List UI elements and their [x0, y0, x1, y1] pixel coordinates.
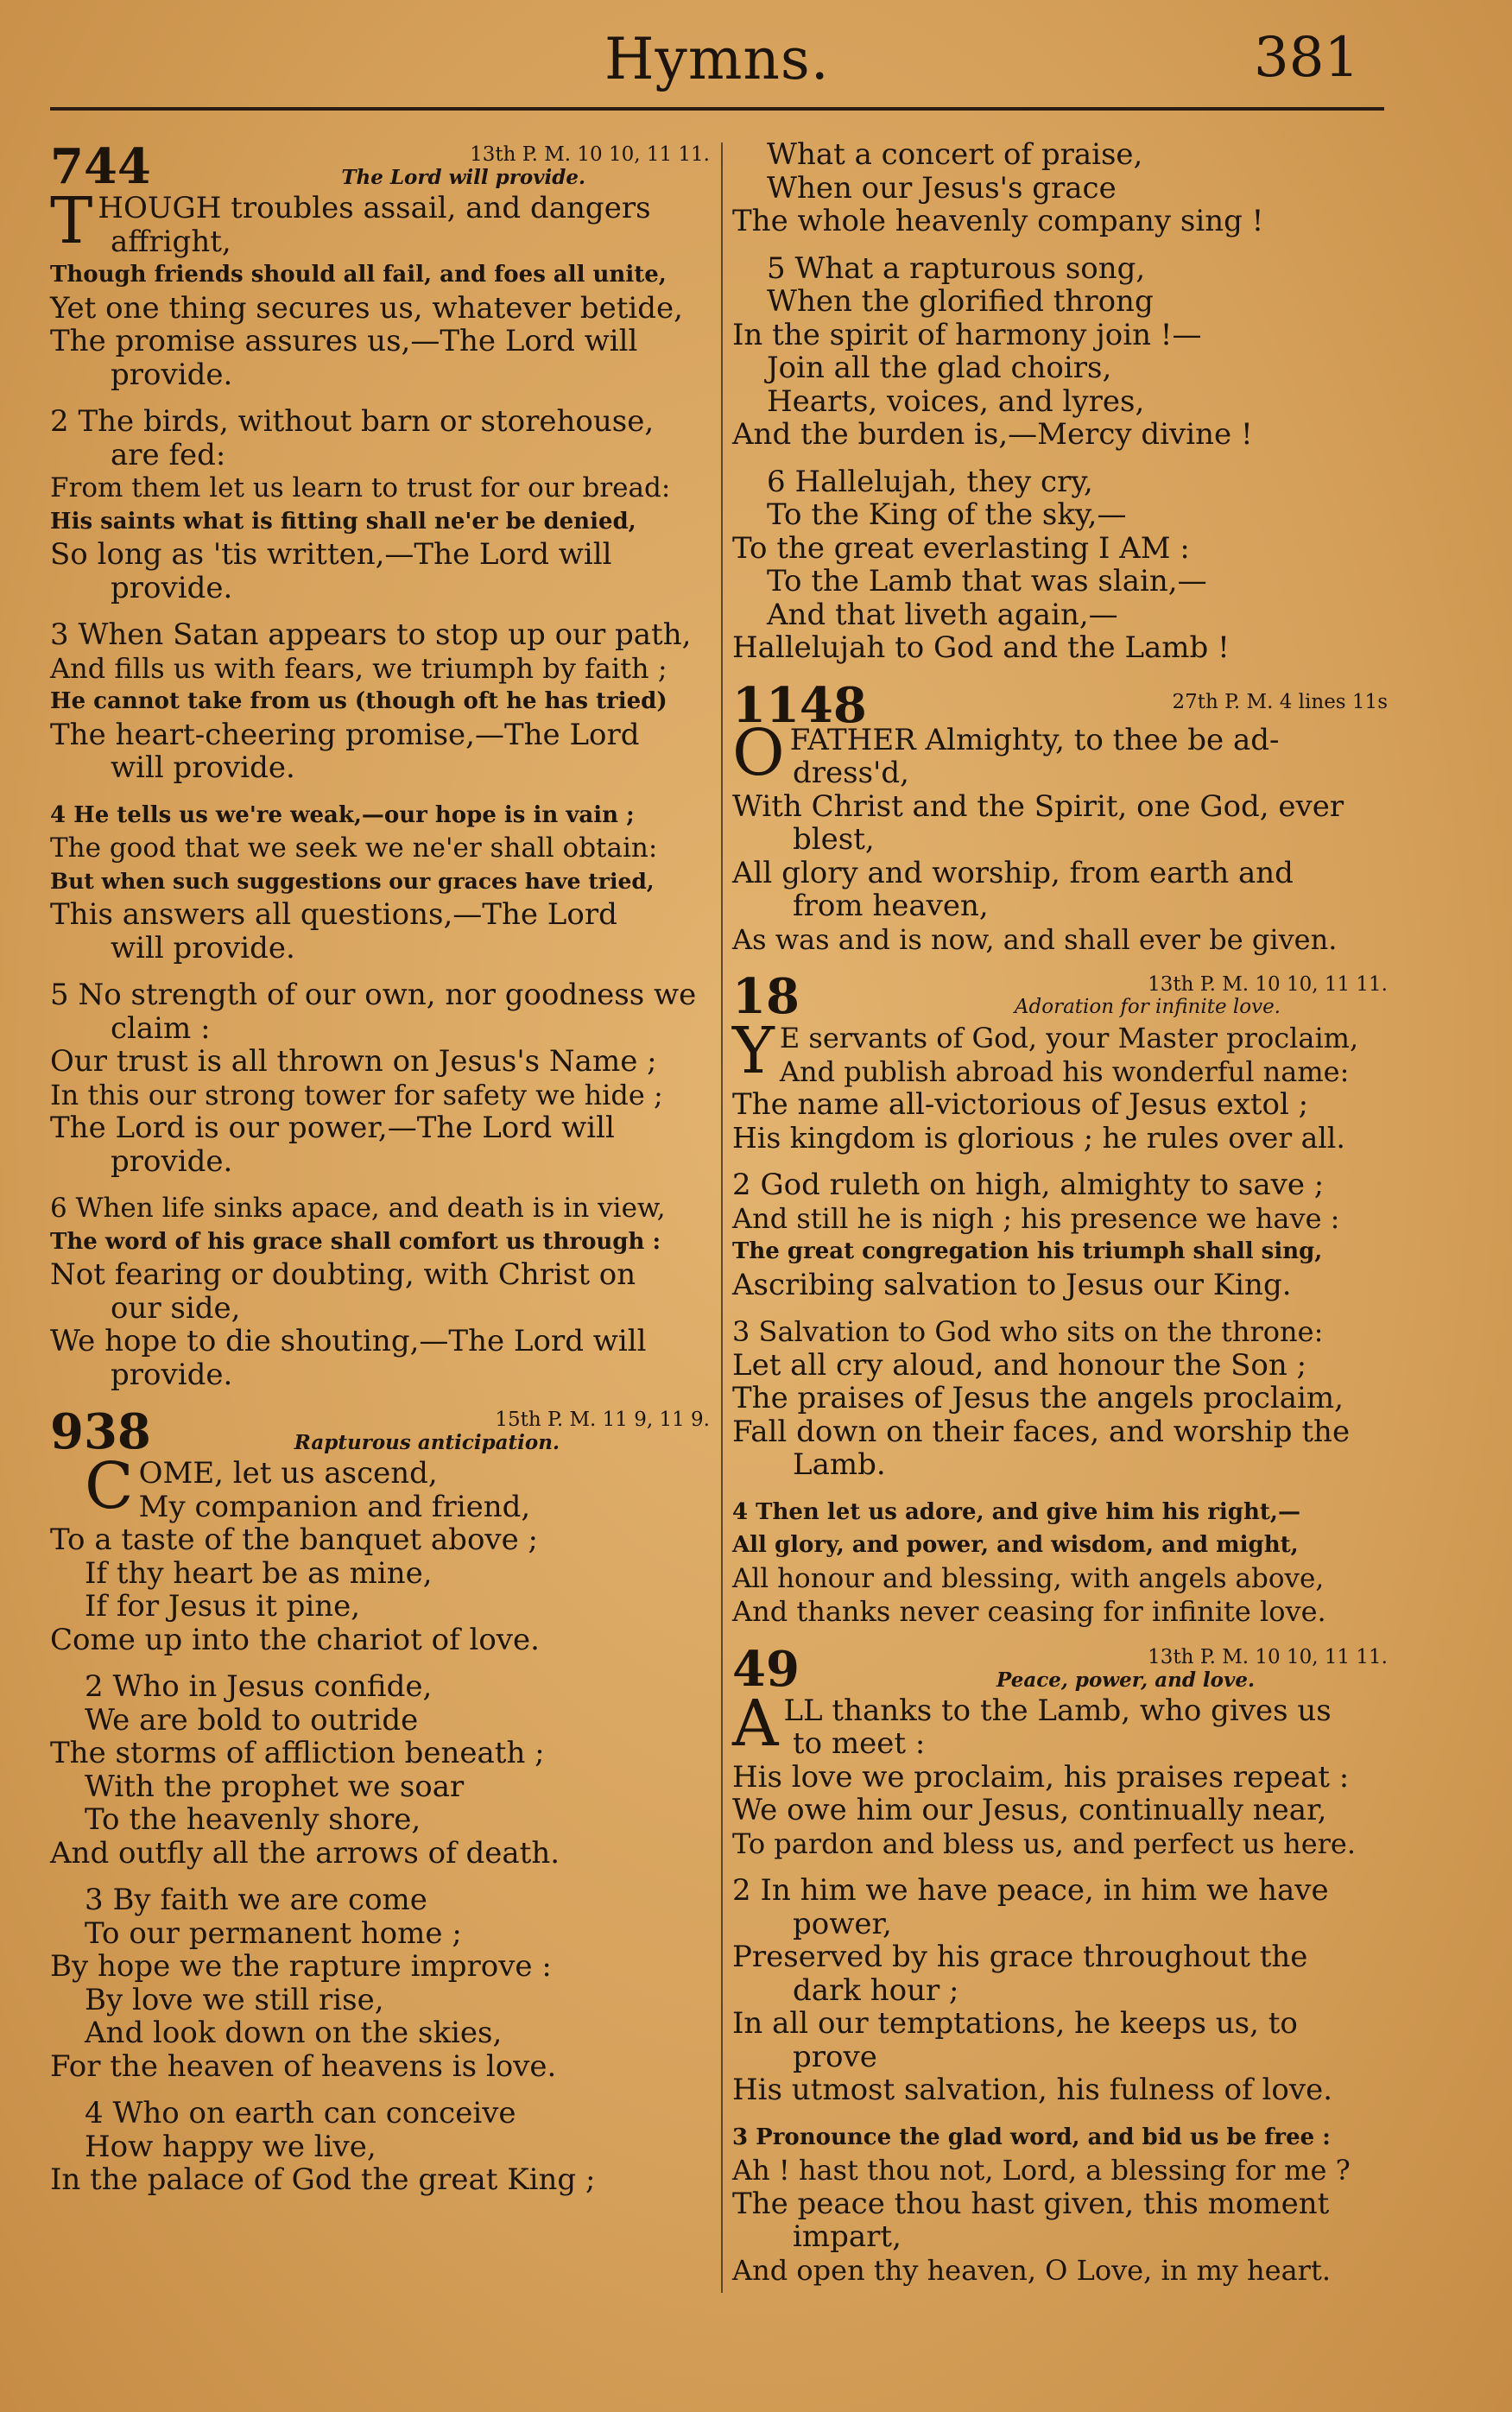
hymn-938-stanza-4b — [732, 138, 1393, 238]
hymn-subtitle: Adoration for infinite love. — [1014, 996, 1281, 1018]
verse-line: 3 Salvation to God who sits on the throne: — [732, 1315, 1324, 1348]
verse-line: 2 In him we have peace, in him we have — [732, 1873, 1329, 1908]
verse-line: FATHER Almighty, to thee be ad- — [789, 722, 1280, 757]
verse-line: 4 He tells us we're weak,—our hope is in vain ; — [50, 801, 635, 828]
verse-line: And publish abroad his wonderful name: — [779, 1054, 1350, 1088]
hymn-meter: 27th P. M. 4 lines 11s — [1172, 690, 1388, 713]
verse-line: In this our strong tower for safety we hide ; — [50, 1078, 663, 1111]
verse-line: HOUGH troubles assail, and dangers — [98, 191, 651, 225]
verse-line: impart, — [793, 2219, 902, 2254]
stanza-2 — [732, 1874, 1393, 2107]
verse-line: will provide. — [111, 750, 295, 785]
verse-line: To the great everlasting I AM : — [732, 530, 1190, 566]
stanza-2 — [50, 405, 715, 605]
verse-line: Come up into the chariot of love. — [50, 1622, 540, 1657]
verse-line: 2 The birds, without barn or storehouse, — [50, 404, 655, 439]
hymn-938-stanza-6 — [732, 465, 1393, 665]
hymn-number: 1148 — [732, 676, 867, 734]
verse-line: Our trust is all thrown on Jesus's Name ; — [50, 1044, 657, 1079]
verse-line: This answers all questions,—The Lord — [50, 897, 617, 932]
verse-line: Preserved by his grace throughout the — [732, 1940, 1308, 1974]
verse-line: The great congregation his triumph shall sing, — [732, 1238, 1323, 1264]
verse-line: Though friends should all fail, and foes all unite, — [50, 262, 667, 288]
hymn-header — [50, 138, 715, 195]
verse-line: affright, — [111, 224, 231, 259]
verse-line: All glory, and power, and wisdom, and might, — [732, 1532, 1299, 1558]
verse-line: He cannot take from us (though oft he has tried) — [50, 688, 667, 714]
verse-line: And outfly all the arrows of death. — [50, 1835, 560, 1871]
hymn-1148 — [732, 676, 1393, 957]
verse-line: prove — [793, 2039, 877, 2074]
hymn-number: 18 — [732, 968, 800, 1025]
verse-line: blest, — [793, 822, 875, 857]
verse-line: With Christ and the Spirit, one God, ever — [732, 788, 1344, 824]
stanza-1 — [732, 715, 1393, 957]
verse-line: And that liveth again,— — [767, 597, 1118, 632]
verse-line: are fed: — [111, 437, 226, 472]
verse-line: provide. — [111, 1357, 233, 1392]
drop-cap: A — [732, 1686, 779, 1761]
verse-line: Not fearing or doubting, with Christ on — [50, 1257, 636, 1292]
verse-line: from heaven, — [793, 889, 989, 923]
stanza-2 — [50, 1670, 715, 1870]
page-header — [0, 0, 1512, 104]
verse-line: To the Lamb that was slain,— — [767, 564, 1207, 598]
verse-line: And thanks never ceasing for infinite love. — [732, 1595, 1326, 1628]
hymn-header — [50, 1403, 715, 1460]
hymn-subtitle: Peace, power, and love. — [996, 1668, 1255, 1692]
verse-line: If thy heart be as mine, — [85, 1555, 433, 1591]
verse-line: If for Jesus it pine, — [85, 1589, 361, 1624]
hymn-subtitle: The Lord will provide. — [341, 166, 585, 189]
verse-line: We owe him our Jesus, continually near, — [732, 1793, 1327, 1827]
hymn-meter: 15th P. M. 11 9, 11 9. — [495, 1409, 710, 1431]
verse-line: 2 Who in Jesus confide, — [85, 1669, 433, 1704]
verse-line: And open thy heaven, O Love, in my heart. — [732, 2253, 1331, 2287]
verse-line: provide. — [111, 357, 233, 392]
verse-line: My companion and friend, — [138, 1489, 531, 1524]
verse-line: provide. — [111, 1143, 233, 1179]
stanza-4a — [50, 2097, 715, 2197]
verse-line: 3 When Satan appears to stop up our path, — [50, 617, 692, 652]
verse-line: The good that we seek we ne'er shall obtain: — [50, 832, 658, 864]
stanza-1 — [732, 1014, 1393, 1155]
hymn-number: 744 — [50, 138, 151, 195]
verse-line: 4 Who on earth can conceive — [85, 2096, 516, 2130]
hymn-938-stanza-5 — [732, 252, 1393, 452]
verse-line: Ascribing salvation to Jesus our King. — [732, 1267, 1292, 1302]
verse-line: And the burden is,—Mercy divine ! — [732, 417, 1253, 452]
verse-line: dark hour ; — [793, 1972, 959, 2008]
verse-line: 3 By faith we are come — [85, 1883, 427, 1917]
verse-line: 3 Pronounce the glad word, and bid us be free : — [732, 2124, 1331, 2150]
hymn-number: 49 — [732, 1640, 800, 1698]
verse-line: His love we proclaim, his praises repeat : — [732, 1759, 1350, 1795]
hymn-18 — [732, 970, 1393, 1629]
verse-line: 4 Then let us adore, and give him his right,— — [732, 1498, 1300, 1525]
verse-line: E servants of God, your Master proclaim, — [779, 1022, 1359, 1054]
header-rule — [50, 107, 1384, 111]
verse-line: The Lord is our power,—The Lord will — [50, 1111, 615, 1145]
verse-line: The storms of affliction beneath ; — [50, 1736, 545, 1770]
verse-line: With the prophet we soar — [85, 1769, 465, 1804]
verse-line: His utmost salvation, his fulness of love. — [732, 2073, 1333, 2107]
verse-line: To the heavenly shore, — [85, 1802, 421, 1837]
hymn-meter: 13th P. M. 10 10, 11 11. — [1148, 1645, 1388, 1668]
verse-line: In the palace of God the great King ; — [50, 2162, 596, 2197]
verse-line: dress'd, — [793, 756, 909, 790]
verse-line: The name all-victorious of Jesus extol ; — [732, 1087, 1309, 1122]
verse-line: We are bold to outride — [85, 1702, 419, 1738]
verse-line: By hope we the rapture improve : — [50, 1949, 552, 1984]
left-column — [50, 130, 715, 2211]
verse-line: claim : — [111, 1010, 211, 1046]
verse-line: Lamb. — [793, 1447, 886, 1482]
verse-line: 5 What a rapturous song, — [767, 250, 1146, 286]
drop-cap: Y — [732, 1014, 775, 1088]
verse-line: We hope to die shouting,—The Lord will — [50, 1324, 647, 1358]
verse-line: To our permanent home ; — [85, 1915, 462, 1951]
verse-line: To a taste of the banquet above ; — [50, 1523, 539, 1557]
stanza-1 — [50, 1449, 715, 1657]
right-column — [732, 138, 1393, 2301]
stanza-1 — [732, 1686, 1393, 1861]
stanza-4 — [732, 1496, 1393, 1629]
verse-line: The whole heavenly company sing ! — [732, 204, 1264, 238]
verse-line: From them let us learn to trust for our bread: — [50, 472, 671, 503]
verse-line: The word of his grace shall comfort us through : — [50, 1228, 661, 1255]
verse-line: provide. — [111, 570, 233, 605]
drop-cap: O — [732, 715, 785, 790]
verse-line: So long as 'tis written,—The Lord will — [50, 537, 612, 572]
verse-line: Join all the glad choirs, — [767, 351, 1112, 385]
verse-line: To the King of the sky,— — [767, 497, 1127, 532]
verse-line: When our Jesus's grace — [767, 170, 1117, 206]
verse-line: By love we still rise, — [85, 1982, 384, 2017]
verse-line: Yet one thing secures us, whatever betide, — [50, 290, 683, 326]
verse-line: Ah ! hast thou not, Lord, a blessing for me ? — [732, 2154, 1351, 2187]
verse-line: Fall down on their faces, and worship the — [732, 1414, 1351, 1449]
verse-line: As was and is now, and shall ever be given. — [732, 922, 1338, 956]
hymn-938 — [50, 1405, 715, 2197]
verse-line: power, — [793, 1906, 892, 1941]
page-title: Hymns. — [604, 26, 830, 92]
hymn-meter: 13th P. M. 10 10, 11 11. — [1148, 973, 1388, 996]
drop-cap: T — [50, 184, 93, 258]
stanza-3 — [50, 618, 715, 785]
verse-line: OME, let us ascend, — [138, 1456, 438, 1491]
column-divider — [721, 142, 723, 2293]
verse-line: 5 No strength of our own, nor goodness we — [50, 978, 697, 1012]
drop-cap: C — [85, 1449, 134, 1523]
hymn-header — [732, 968, 1393, 1025]
stanza-2 — [732, 1168, 1393, 1301]
hymn-header — [732, 1640, 1393, 1698]
hymn-header — [732, 676, 1393, 734]
page-number: 381 — [1254, 26, 1360, 90]
verse-line: The heart-cheering promise,—The Lord — [50, 717, 640, 752]
stanza-3 — [732, 2121, 1393, 2288]
verse-line: Let all cry aloud, and honour the Son ; — [732, 1347, 1307, 1383]
verse-line: But when such suggestions our graces have tried, — [50, 868, 655, 894]
verse-line: To pardon and bless us, and perfect us here. — [732, 1826, 1357, 1860]
stanza-3 — [732, 1315, 1393, 1482]
stanza-5 — [50, 978, 715, 1178]
verse-line: Hearts, voices, and lyres, — [767, 383, 1145, 419]
verse-line: our side, — [111, 1290, 241, 1326]
verse-line: How happy we live, — [85, 2129, 376, 2164]
verse-line: will provide. — [111, 930, 295, 965]
verse-line: His saints what is fitting shall ne'er be denied, — [50, 508, 636, 535]
verse-line: The peace thou hast given, this moment — [732, 2186, 1330, 2221]
verse-line: When the glorified throng — [767, 284, 1154, 319]
verse-line: For the heaven of heavens is love. — [50, 2048, 557, 2084]
verse-line: All honour and blessing, with angels above, — [732, 1562, 1325, 1594]
verse-line: And fills us with fears, we triumph by faith ; — [50, 651, 667, 685]
verse-line: Hallelujah to God and the Lamb ! — [732, 630, 1230, 665]
verse-line: 2 God ruleth on high, almighty to save ; — [732, 1168, 1325, 1202]
hymn-number: 938 — [50, 1403, 151, 1460]
stanza-6 — [50, 1192, 715, 1391]
verse-line: And still he is nigh ; his presence we have : — [732, 1201, 1340, 1235]
stanza-3 — [50, 1883, 715, 2083]
verse-line: In the spirit of harmony join !— — [732, 317, 1202, 352]
verse-line: to meet : — [793, 1726, 926, 1761]
verse-line: 6 When life sinks apace, and death is in view, — [50, 1193, 666, 1224]
verse-line: What a concert of praise, — [767, 137, 1143, 172]
hymn-49 — [732, 1640, 1393, 2288]
verse-line: All glory and worship, from earth and — [732, 855, 1294, 890]
verse-line: LL thanks to the Lamb, who gives us — [783, 1693, 1332, 1728]
verse-line: The promise assures us,—The Lord will — [50, 324, 638, 358]
stanza-4 — [50, 799, 715, 965]
hymn-meter: 13th P. M. 10 10, 11 11. — [470, 143, 710, 166]
verse-line: The praises of Jesus the angels proclaim, — [732, 1381, 1344, 1415]
verse-line: And look down on the skies, — [85, 2016, 503, 2050]
stanza-1 — [50, 184, 715, 392]
hymn-subtitle: Rapturous anticipation. — [294, 1431, 560, 1454]
verse-line: In all our temptations, he keeps us, to — [732, 2006, 1298, 2041]
verse-line: 6 Hallelujah, they cry, — [767, 464, 1093, 499]
hymn-744 — [50, 140, 715, 1391]
verse-line: His kingdom is glorious ; he rules over all. — [732, 1120, 1345, 1155]
